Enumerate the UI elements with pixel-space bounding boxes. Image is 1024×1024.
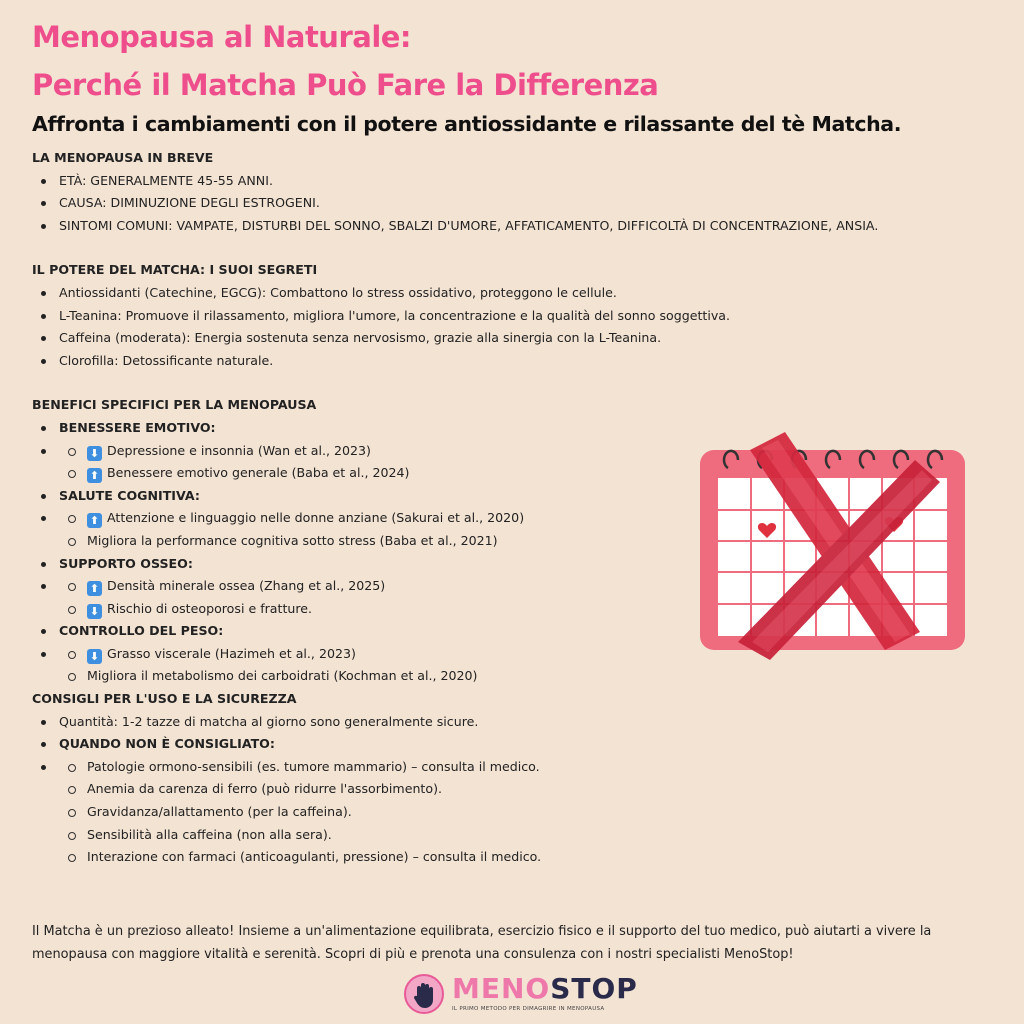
list-item: ⬇ Depressione e insonnia (Wan et al., 2023)	[32, 440, 982, 463]
list-item: ⬆ Densità minerale ossea (Zhang et al., 2025)	[32, 575, 982, 598]
list-item: CAUSA: DIMINUZIONE DEGLI ESTROGENI.	[32, 192, 982, 215]
section-heading-benefici: BENEFICI SPECIFICI PER LA MENOPAUSA	[32, 397, 317, 413]
section-heading-consigli: CONSIGLI PER L'USO E LA SICUREZZA	[32, 691, 297, 707]
arrow-down-icon: ⬇	[87, 446, 102, 461]
list-item: ETÀ: GENERALMENTE 45-55 ANNI.	[32, 170, 982, 193]
list-item: ⬇ Rischio di osteoporosi e fratture.	[32, 598, 982, 621]
page-subtitle: Affronta i cambiamenti con il potere antiossidante e rilassante del tè Matcha.	[32, 112, 902, 136]
page-title-line2: Perché il Matcha Può Fare la Differenza	[32, 68, 659, 102]
menopausa-list	[32, 170, 982, 238]
benefit-group-label: CONTROLLO DEL PESO:	[59, 623, 224, 639]
arrow-up-icon: ⬆	[87, 468, 102, 483]
list-item: Antiossidanti (Catechine, EGCG): Combattono lo stress ossidativo, proteggono le cellule.	[32, 282, 982, 305]
consigli-list	[32, 711, 982, 869]
benefit-group-label: SUPPORTO OSSEO:	[59, 555, 193, 571]
arrow-down-icon: ⬇	[87, 649, 102, 664]
logo-wordmark: MENOSTOP	[452, 972, 638, 1005]
list-item: SINTOMI COMUNI: VAMPATE, DISTURBI DEL SONNO, SBALZI D'UMORE, AFFATICAMENTO, DIFFICOLTÀ DI CONCENTRAZIONE, ANSIA.	[32, 215, 982, 238]
benefit-group-label: BENESSERE EMOTIVO:	[59, 419, 216, 435]
page-title: Menopausa al Naturale:	[32, 20, 412, 54]
arrow-down-icon: ⬇	[87, 604, 102, 619]
hand-stop-icon	[404, 974, 444, 1014]
list-item: Interazione con farmaci (anticoagulanti, pressione) – consulta il medico.	[32, 846, 982, 869]
list-item: Migliora la performance cognitiva sotto stress (Baba et al., 2021)	[32, 530, 982, 553]
list-item: ⬇ Grasso viscerale (Hazimeh et al., 2023)	[32, 643, 982, 666]
list-item: Quantità: 1-2 tazze di matcha al giorno sono generalmente sicure.	[32, 711, 982, 734]
menostop-logo[interactable]	[404, 972, 644, 1020]
logo-tagline: IL PRIMO METODO PER DIMAGRIRE IN MENOPAUSA	[452, 1006, 605, 1012]
list-item: Anemia da carenza di ferro (può ridurre l'assorbimento).	[32, 778, 982, 801]
list-item: ⬆ Attenzione e linguaggio nelle donne anziane (Sakurai et al., 2020)	[32, 507, 982, 530]
list-item: Gravidanza/allattamento (per la caffeina).	[32, 801, 982, 824]
list-item: L-Teanina: Promuove il rilassamento, migliora l'umore, la concentrazione e la qualità del sonno soggettiva.	[32, 305, 982, 328]
list-item: Sensibilità alla caffeina (non alla sera).	[32, 824, 982, 847]
list-item: Clorofilla: Detossificante naturale.	[32, 350, 982, 373]
list-item: Caffeina (moderata): Energia sostenuta senza nervosismo, grazie alla sinergia con la L-Teanina.	[32, 327, 982, 350]
benefit-group-label: SALUTE COGNITIVA:	[59, 487, 200, 503]
not-recommended-label: QUANDO NON È CONSIGLIATO:	[32, 733, 982, 756]
arrow-up-icon: ⬆	[87, 581, 102, 596]
section-heading-menopausa: LA MENOPAUSA IN BREVE	[32, 150, 214, 165]
crossed-calendar-icon	[690, 420, 980, 670]
list-item: ⬆ Benessere emotivo generale (Baba et al., 2024)	[32, 462, 982, 485]
matcha-list	[32, 282, 982, 372]
arrow-up-icon: ⬆	[87, 513, 102, 528]
list-item: Patologie ormono-sensibili (es. tumore mammario) – consulta il medico.	[32, 756, 982, 779]
closing-paragraph: Il Matcha è un prezioso alleato! Insieme a un'alimentazione equilibrata, esercizio fisico e il supporto del tuo medico, può aiutarti a vivere la menopausa con maggiore vitalità e serenità. Scopri di più e prenota una consulenza con i nostri specialisti MenoStop!	[32, 924, 932, 962]
section-heading-matcha: IL POTERE DEL MATCHA: I SUOI SEGRETI	[32, 262, 318, 278]
list-item: Migliora il metabolismo dei carboidrati (Kochman et al., 2020)	[32, 665, 982, 688]
